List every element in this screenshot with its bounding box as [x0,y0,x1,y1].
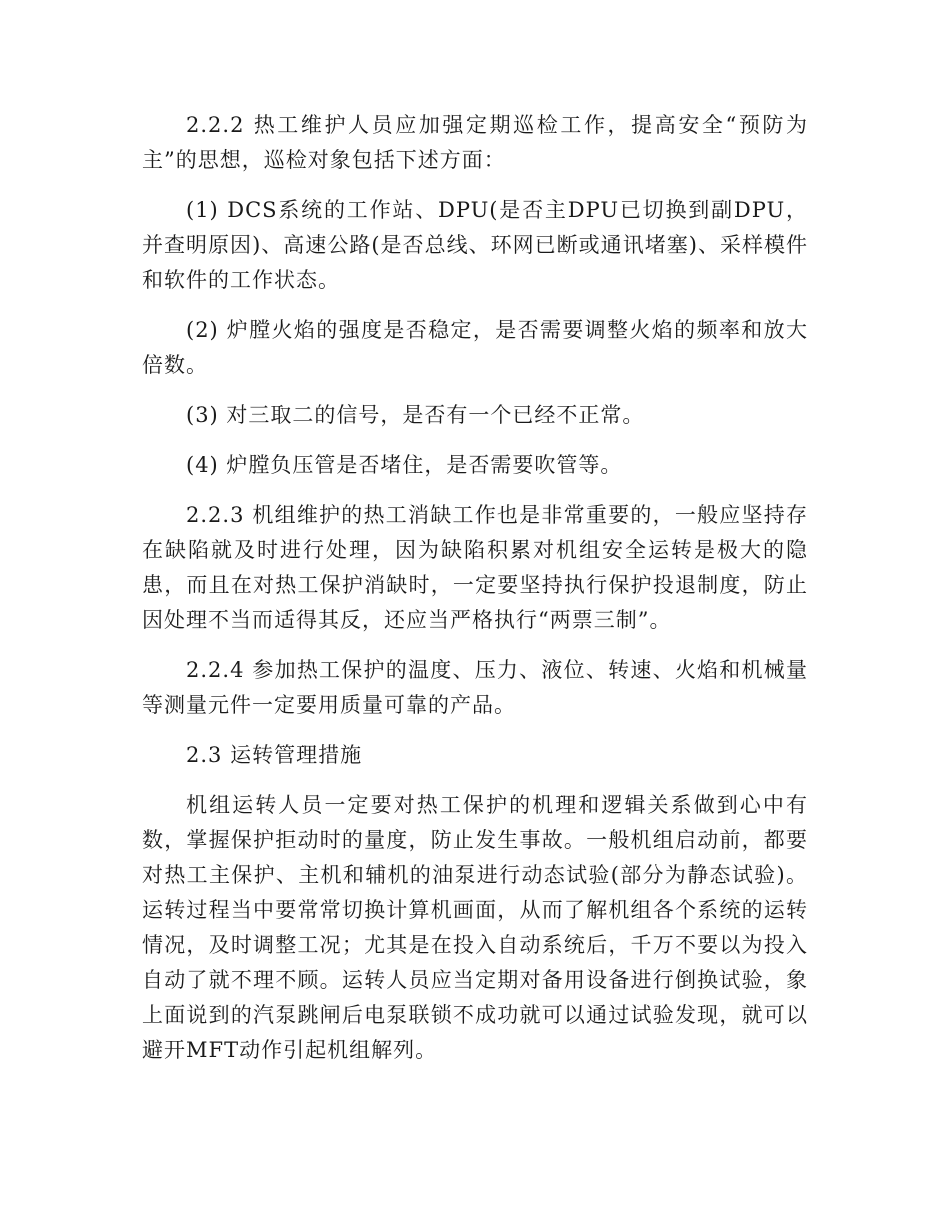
paragraph-item-4: (4) 炉膛负压管是否堵住，是否需要吹管等。 [186,453,623,477]
paragraph-item-1: (1) DCS系统的工作站、DPU(是否主DPU已切换到副DPU，并查明原因)、高速公路(是否总线、环网已断或通讯堵塞)、采样模件和软件的工作状态。 [142,198,808,292]
paragraph-2-2-3: 2.2.3 机组维护的热工消缺工作也是非常重要的，一般应坚持存在缺陷就及时进行处理，因为缺陷积累对机组安全运转是极大的隐患，而且在对热工保护消缺时，一定要坚持执行保护投退制度，防止因处理不当而适得其反，还应当严格执行“两票三制”。 [142,503,808,632]
paragraph-2-2-4: 2.2.4 参加热工保护的温度、压力、液位、转速、火焰和机械量等测量元件一定要用质量可靠的产品。 [142,658,808,717]
paragraph-item-2: (2) 炉膛火焰的强度是否稳定，是否需要调整火焰的频率和放大倍数。 [142,318,808,377]
section-heading-2-3: 2.3 运转管理措施 [186,743,363,767]
paragraph-2-2-2: 2.2.2 热工维护人员应加强定期巡检工作，提高安全“预防为主”的思想，巡检对象包括下述方面： [142,113,808,172]
paragraph-operation-measures: 机组运转人员一定要对热工保护的机理和逻辑关系做到心中有数，掌握保护拒动时的量度，防止发生事故。一般机组启动前，都要对热工主保护、主机和辅机的油泵进行动态试验(部分为静态试验)。运转过程当中要常常切换计算机画面，从而了解机组各个系统的运转情况，及时调整工况；尤其是在投入自动系统后，千万不要以为投入自动了就不理不顾。运转人员应当定期对备用设备进行倒换试验，象上面说到的汽泵跳闸后电泵联锁不成功就可以通过试验发现，就可以避开MFT动作引起机组解列。 [142,793,808,1062]
document-body [142,108,808,1083]
paragraph-item-3: (3) 对三取二的信号，是否有一个已经不正常。 [186,403,645,427]
